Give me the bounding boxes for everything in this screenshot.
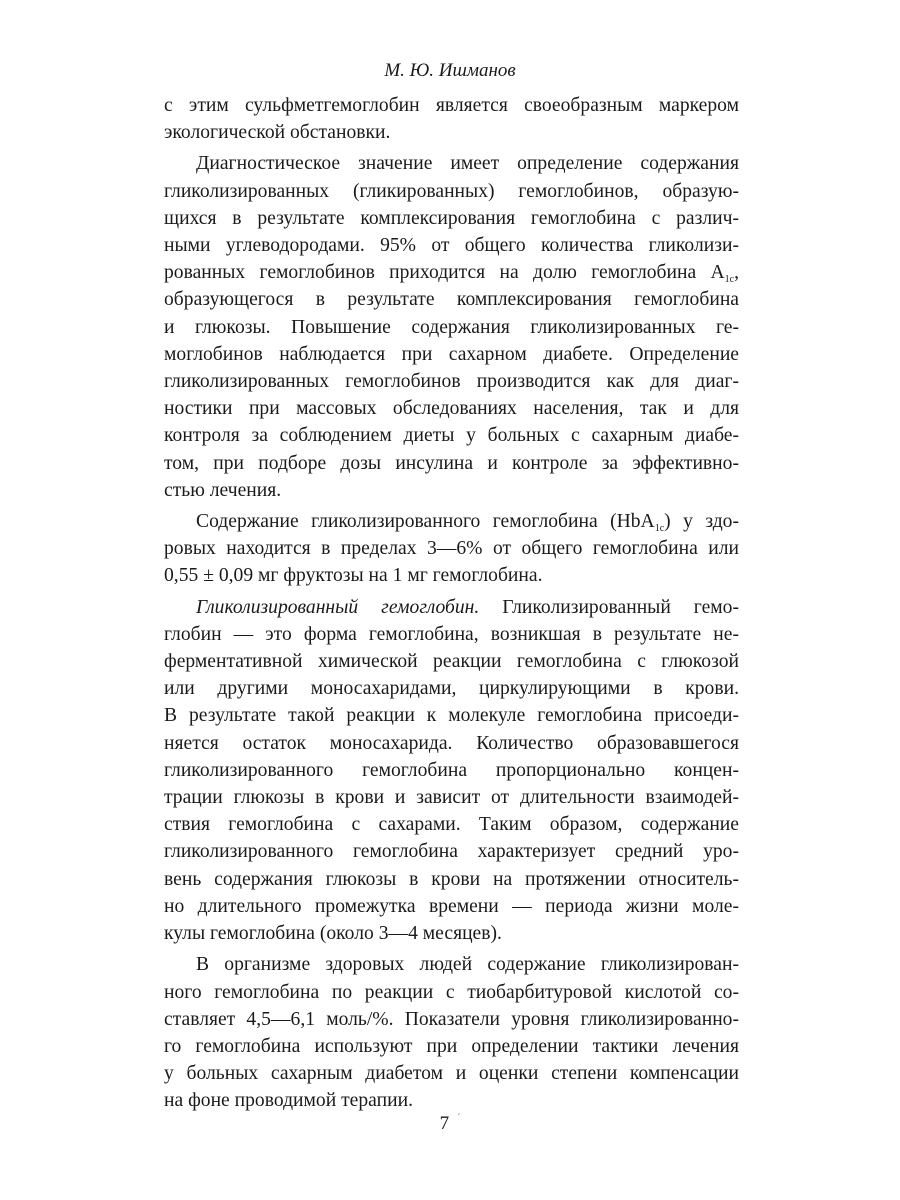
text-line: ровых находится в пределах 3—6% от общего гемоглобина или: [164, 538, 739, 560]
text-line: ствия гемоглобина с сахарами. Таким образом, содержание: [164, 814, 739, 836]
text-line-with-subscript: [164, 508, 739, 535]
text-line: В результате такой реакции к молекуле гемоглобина присоеди-: [164, 705, 739, 727]
subscript: 1c: [654, 523, 665, 535]
paragraph-diagnostic-value: [164, 150, 739, 504]
text-line: образующегося в результате комплексирования гемоглобина: [164, 289, 739, 311]
text-line: ными углеводородами. 95% от общего количества гликолизи-: [164, 235, 739, 257]
text-line: или другими моносахаридами, циркулирующими в крови.: [164, 678, 739, 700]
text-line: с этим сульфметгемоглобин является своеобразным маркером: [164, 95, 739, 116]
text-line: у больных сахарным диабетом и оценки степени компенсации: [164, 1063, 739, 1085]
text-segment: Гликолизированный гемо-: [479, 596, 739, 618]
text-line: няется остаток моносахарида. Количество образовавшегося: [164, 732, 739, 754]
text-line: гликолизированного гемоглобина характеризует средний уро-: [164, 841, 739, 863]
text-line: гликолизированных гемоглобинов производится как для диаг-: [164, 371, 739, 393]
subscript: 1c: [724, 274, 735, 286]
text-line: моглобинов наблюдается при сахарном диабете. Определение: [164, 343, 739, 365]
text-line: но длительного промежутка времени — периода жизни моле-: [164, 895, 739, 917]
running-head: М. Ю. Ишманов: [384, 60, 516, 81]
text-line: 0,55 ± 0,09 мг фруктозы на 1 мг гемоглобина.: [164, 565, 543, 587]
page-number-mark: ´: [457, 1113, 461, 1124]
body-text: [164, 92, 739, 1115]
page-number-value: 7: [439, 1113, 450, 1134]
paragraph-continuation: [164, 92, 739, 146]
text-line: контроля за соблюдением диеты у больных с сахарным диабе-: [164, 425, 739, 447]
text-line: В организме здоровых людей содержание гликолизирован-: [196, 954, 739, 976]
text-segment: ,: [734, 262, 739, 284]
paragraph-healthy-norm: [164, 951, 739, 1114]
text-line: ферментативной химической реакции гемоглобина с глюкозой: [164, 651, 739, 673]
text-line-with-subscript: [164, 259, 739, 286]
text-line: кулы гемоглобина (около 3—4 месяцев).: [164, 923, 502, 945]
text-line: гликолизированного гемоглобина пропорционально концен-: [164, 759, 739, 781]
page-number: [0, 1106, 900, 1137]
text-line: на фоне проводимой терапии.: [164, 1090, 413, 1112]
text-line: стью лечения.: [164, 479, 282, 501]
text-segment: рованных гемоглобинов приходится на долю гемоглобина А: [164, 262, 725, 284]
text-line: экологической обстановки.: [164, 122, 391, 144]
text-line: и глюкозы. Повышение содержания гликолизированных ге-: [164, 316, 739, 338]
text-line: го гемоглобина используют при определении тактики лечения: [164, 1035, 739, 1057]
text-line: вень содержания глюкозы в крови на протяжении относитель-: [164, 868, 739, 890]
text-line: ностики при массовых обследованиях населения, так и для: [164, 398, 739, 420]
text-line: трации глюкозы в крови и зависит от длительности взаимодей-: [164, 787, 739, 809]
text-segment: Содержание гликолизированного гемоглобина (HbA: [196, 511, 655, 533]
text-line-with-term: [164, 594, 739, 621]
text-line: глобин — это форма гемоглобина, возникшая в результате не-: [164, 623, 739, 645]
text-segment: ) у здо-: [664, 511, 739, 533]
text-line: ставляет 4,5—6,1 моль/%. Показатели уровня гликолизированно-: [164, 1008, 739, 1030]
text-line: Диагностическое значение имеет определение содержания: [196, 153, 739, 175]
paragraph-hba1c-norm: [164, 508, 739, 590]
paragraph-glycated-hemoglobin-definition: [164, 594, 739, 948]
text-line: ного гемоглобина по реакции с тиобарбитуровой кислотой со-: [164, 981, 739, 1003]
text-line: щихся в результате комплексирования гемоглобина с различ-: [164, 207, 739, 229]
term-italic: Гликолизированный гемоглобин.: [196, 596, 480, 618]
text-line: том, при подборе дозы инсулина и контроле за эффективно-: [164, 452, 739, 474]
text-line: гликолизированных (гликированных) гемоглобинов, образую-: [164, 180, 739, 202]
